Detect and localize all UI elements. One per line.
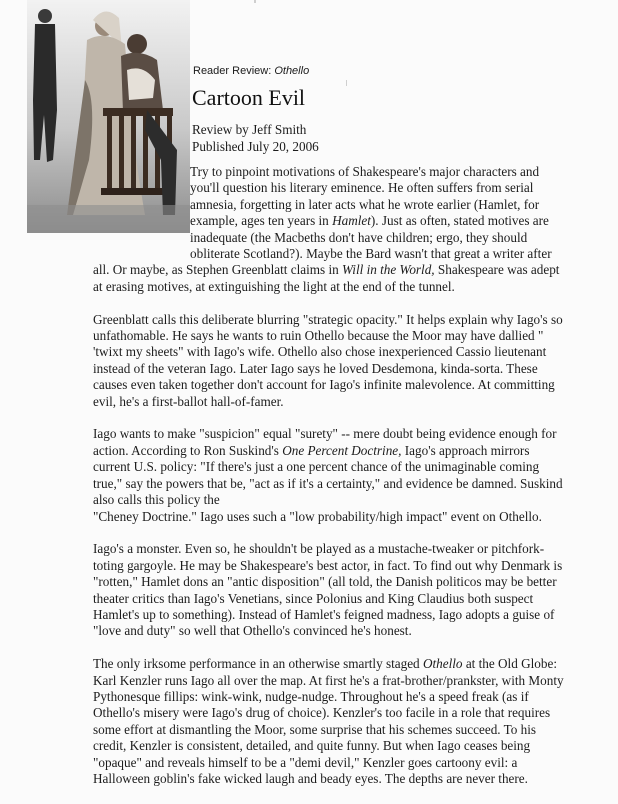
text-line: amnesia, forgetting in later acts what he wrote earlier (Hamlet, for (190, 196, 540, 212)
text-line: The only irksome performance in an otherwise smartly staged Othello at the Old Globe: (93, 656, 558, 672)
text-line: at erasing motives, at extinguishing the light at the end of the tunnel. (93, 278, 455, 294)
text-line: causes even taken together don't account for Iago's infinite malevolence. At committing (93, 377, 555, 393)
text-line: inadequate (the Macbeths don't have children; ergo, they should (190, 229, 528, 245)
text-line: Karl Kenzler runs Iago all over the map. At first he's a frat-brother/prankster, with Monty (93, 672, 564, 688)
text-line: Pythonesque fillips: wink-wink, nudge-nudge. Throughout he's a speed freak (as if (93, 688, 529, 704)
text-line: theater critics than Iago's Venetians, since Polonius and King Claudius both suspect (93, 590, 534, 606)
article-body (93, 164, 564, 804)
kicker-label: Reader Review: (193, 65, 275, 77)
paragraph-2 (93, 311, 563, 410)
paragraph-4 (93, 541, 563, 639)
scan-speck (254, 0, 256, 3)
text-line: current U.S. policy: "If there's just a one percent chance of the unimaginable coming (93, 459, 540, 475)
text-line: 'twixt my sheets" with Iago's wife. Othello also chose inexperienced Cassio lieutenant (93, 344, 547, 360)
text-line: "opaque" and reveals himself to be a "demi devil," Kenzler goes cartoony evil: a (93, 754, 518, 770)
text-line: Iago wants to make "suspicion" equal "surety" -- mere doubt being evidence enough for (93, 426, 557, 442)
review-kicker (193, 65, 309, 77)
text-line: evil, he's a first-ballot hall-of-famer. (93, 393, 284, 409)
text-line: also calls this policy the (93, 492, 220, 508)
kicker-play-title: Othello (274, 65, 310, 77)
scan-speck (346, 80, 347, 86)
text-line: unfathomable. He says he wants to ruin Othello because the Moor may have dallied " (93, 328, 544, 344)
text-line: Hamlet's up to something). Instead of Hamlet's feigned madness, Iago adopts a guise of (93, 606, 555, 622)
byline-block (192, 121, 319, 155)
paragraph-1 (93, 164, 560, 295)
article-title: Cartoon Evil (192, 85, 306, 110)
text-line: instead of the veteran Iago. Later Iago says he loved Desdemona, kinda-sorta. These (93, 360, 538, 376)
text-line: some effort at dismantling the Moor, some surprise that his schemes succeed. To his (93, 721, 537, 737)
paragraph-5 (93, 656, 564, 787)
author-byline: Review by Jeff Smith (192, 122, 307, 137)
text-line: credit, Kenzler is consistent, detailed, and quite funny. But when Iago ceases being (93, 738, 531, 754)
text-line: toting gargoyle. He may be Shakespeare's best actor, in fact. To find out why Denmark is (93, 557, 563, 573)
text-line: you'll question his literary eminence. He often suffers from serial (190, 180, 534, 196)
text-line: all. Or maybe, as Stephen Greenblatt claims in Will in the World, Shakespeare was adept (93, 262, 560, 278)
text-line: obliterate Scotland?). Maybe the Bard wasn't that great a writer after (190, 246, 552, 262)
text-line: "rotten," Hamlet dons an "antic disposition" (all told, the Danish politicos may be better (93, 574, 557, 590)
text-line: example, ages ten years in Hamlet). Just as often, stated motives are (190, 213, 549, 229)
text-line: Iago's a monster. Even so, he shouldn't be played as a mustache-tweaker or pitchfork- (93, 541, 545, 557)
text-line: Othello's misery were Iago's drug of choice). Kenzler's too facile in a role that requires (93, 705, 551, 721)
text-line: Try to pinpoint motivations of Shakespeare's major characters and (190, 164, 540, 179)
text-line: Halloween goblin's fake wicked laugh and beady eyes. The depths are never there. (93, 770, 528, 786)
publish-date: Published July 20, 2006 (192, 139, 319, 154)
text-line: "Cheney Doctrine." Iago uses such a "low probability/high impact" event on Othello. (93, 508, 542, 524)
text-line: "love and duty" so well that Othello's convinced he's honest. (93, 623, 412, 639)
paragraph-3 (93, 426, 563, 524)
text-line: Greenblatt calls this deliberate blurring "strategic opacity." It helps explain why Iago's so (93, 311, 563, 327)
text-line: action. According to Ron Suskind's One Percent Doctrine, Iago's approach mirrors (93, 442, 530, 458)
text-line: true," say the powers that be, "act as if it's a certainty," and evidence be damned. Suskind (93, 475, 563, 491)
